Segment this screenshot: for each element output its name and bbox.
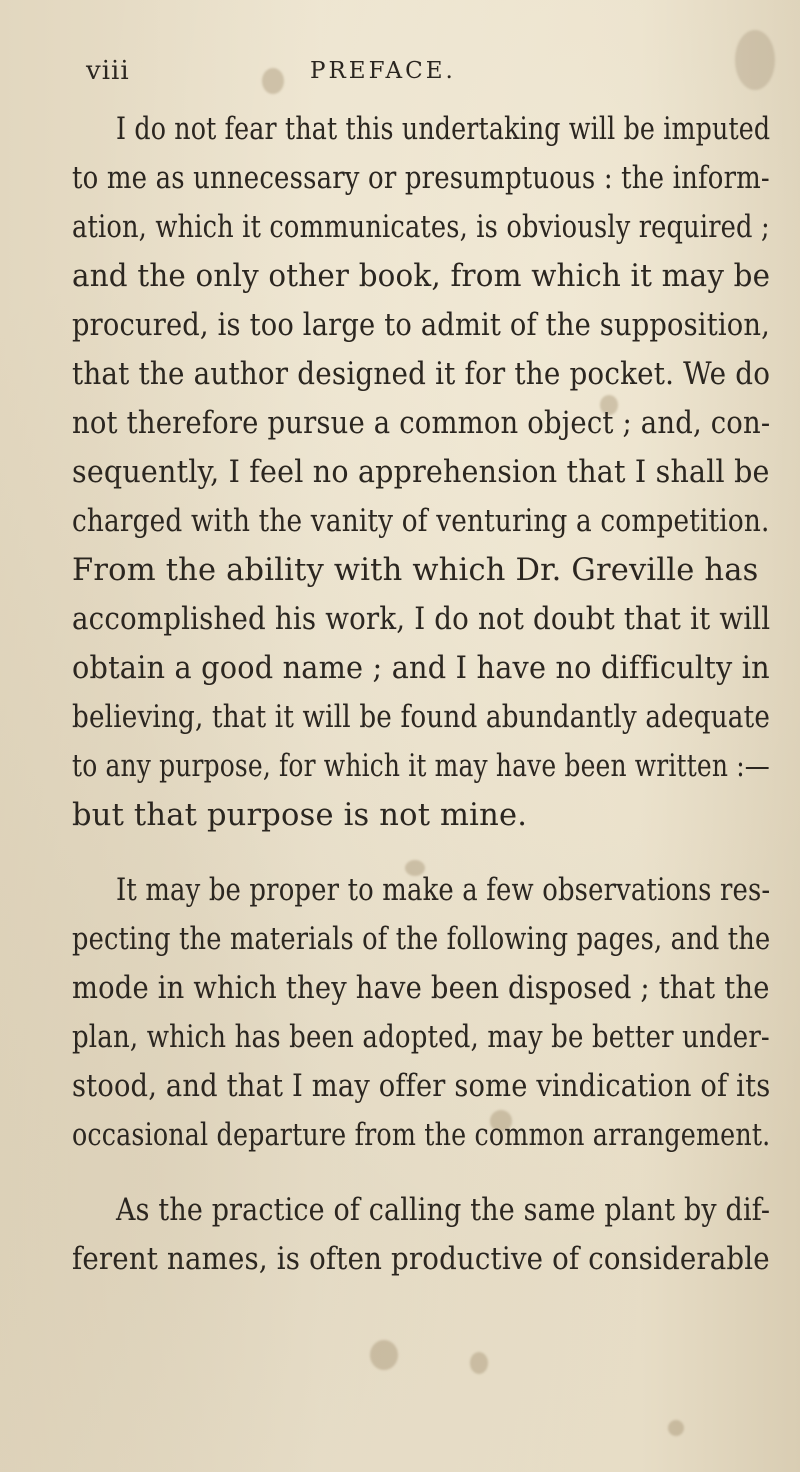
text-line: occasional departure from the common arrangement. <box>72 1118 771 1153</box>
text-line: believing, that it will be found abundantly adequate <box>72 700 771 735</box>
text-line: and the only other book, from which it may be <box>72 259 771 294</box>
foxing-spot <box>735 30 775 90</box>
running-head <box>86 56 646 96</box>
text-line: not therefore pursue a common object ; and, con- <box>72 406 771 441</box>
text-line: to me as unnecessary or presumptuous : the inform- <box>72 161 770 196</box>
text-line: I do not fear that this undertaking will be imputed <box>116 112 771 147</box>
text-line: that the author designed it for the pocket. We do <box>72 357 771 392</box>
text-line: accomplished his work, I do not doubt that it will <box>72 602 771 637</box>
text-line: plan, which has been adopted, may be better under- <box>72 1020 770 1055</box>
running-title: PREFACE. <box>310 58 456 84</box>
text-line: ferent names, is often productive of considerable <box>72 1242 770 1277</box>
text-line: procured, is too large to admit of the supposition, <box>72 308 770 343</box>
text-line: but that purpose is not mine. <box>72 798 528 833</box>
text-line: charged with the vanity of venturing a competition. <box>72 504 770 539</box>
text-line: stood, and that I may offer some vindication of its <box>72 1069 771 1104</box>
text-line: obtain a good name ; and I have no difficulty in <box>72 651 770 686</box>
text-line: mode in which they have been disposed ; that the <box>72 971 770 1006</box>
text-line: ation, which it communicates, is obviously required ; <box>72 210 770 245</box>
foxing-spot <box>470 1352 488 1374</box>
foxing-spot <box>668 1420 684 1436</box>
page-number: viii <box>86 56 130 86</box>
text-line: sequently, I feel no apprehension that I shall be <box>72 455 770 490</box>
text-line: pecting the materials of the following pages, and the <box>72 922 771 957</box>
foxing-spot <box>370 1340 398 1370</box>
text-line: As the practice of calling the same plant by dif- <box>116 1193 771 1228</box>
text-line: It may be proper to make a few observations res- <box>116 873 771 908</box>
text-line: From the ability with which Dr. Greville has <box>72 553 759 588</box>
text-line: to any purpose, for which it may have been written :— <box>72 749 770 784</box>
